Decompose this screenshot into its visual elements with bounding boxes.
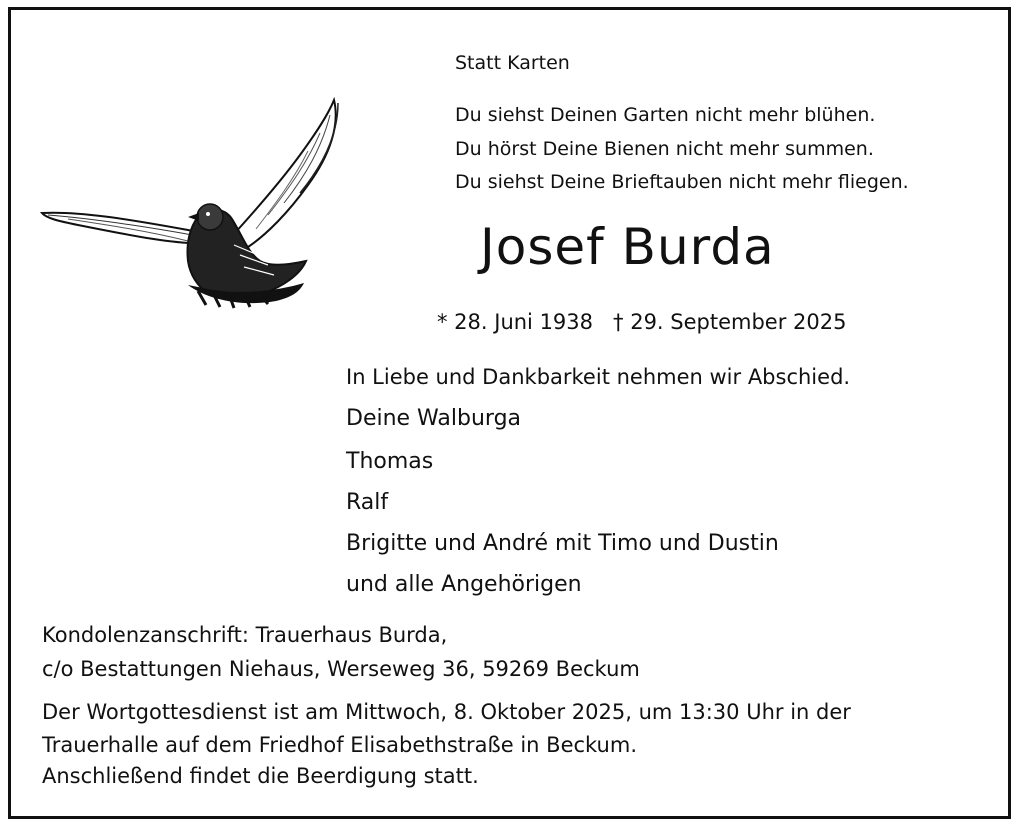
family-member: Brigitte und André mit Timo und Dustin: [346, 531, 779, 556]
poem-line: Du siehst Deine Brieftauben nicht mehr fliegen.: [455, 171, 909, 193]
deceased-name: Josef Burda: [480, 218, 775, 276]
condolence-address: Kondolenzanschrift: Trauerhaus Burda,: [42, 623, 448, 647]
dove-icon: [38, 95, 350, 310]
family-member: Deine Walburga: [346, 406, 522, 431]
family-member: Thomas: [346, 449, 434, 474]
service-info: Der Wortgottesdienst ist am Mittwoch, 8. Oktober 2025, um 13:30 Uhr in der: [42, 700, 851, 724]
preface-text: Statt Karten: [455, 52, 570, 74]
service-info: Trauerhalle auf dem Friedhof Elisabethstraße in Beckum.: [42, 733, 637, 757]
poem-line: Du siehst Deinen Garten nicht mehr blühen.: [455, 104, 876, 126]
life-dates: * 28. Juni 1938 † 29. September 2025: [437, 310, 847, 334]
service-info: Anschließend findet die Beerdigung statt.: [42, 764, 479, 788]
family-member: und alle Angehörigen: [346, 572, 582, 597]
poem-line: Du hörst Deine Bienen nicht mehr summen.: [455, 138, 874, 160]
family-member: Ralf: [346, 490, 389, 515]
condolence-address: c/o Bestattungen Niehaus, Werseweg 36, 59269 Beckum: [42, 657, 640, 681]
farewell-text: In Liebe und Dankbarkeit nehmen wir Abschied.: [346, 365, 851, 389]
